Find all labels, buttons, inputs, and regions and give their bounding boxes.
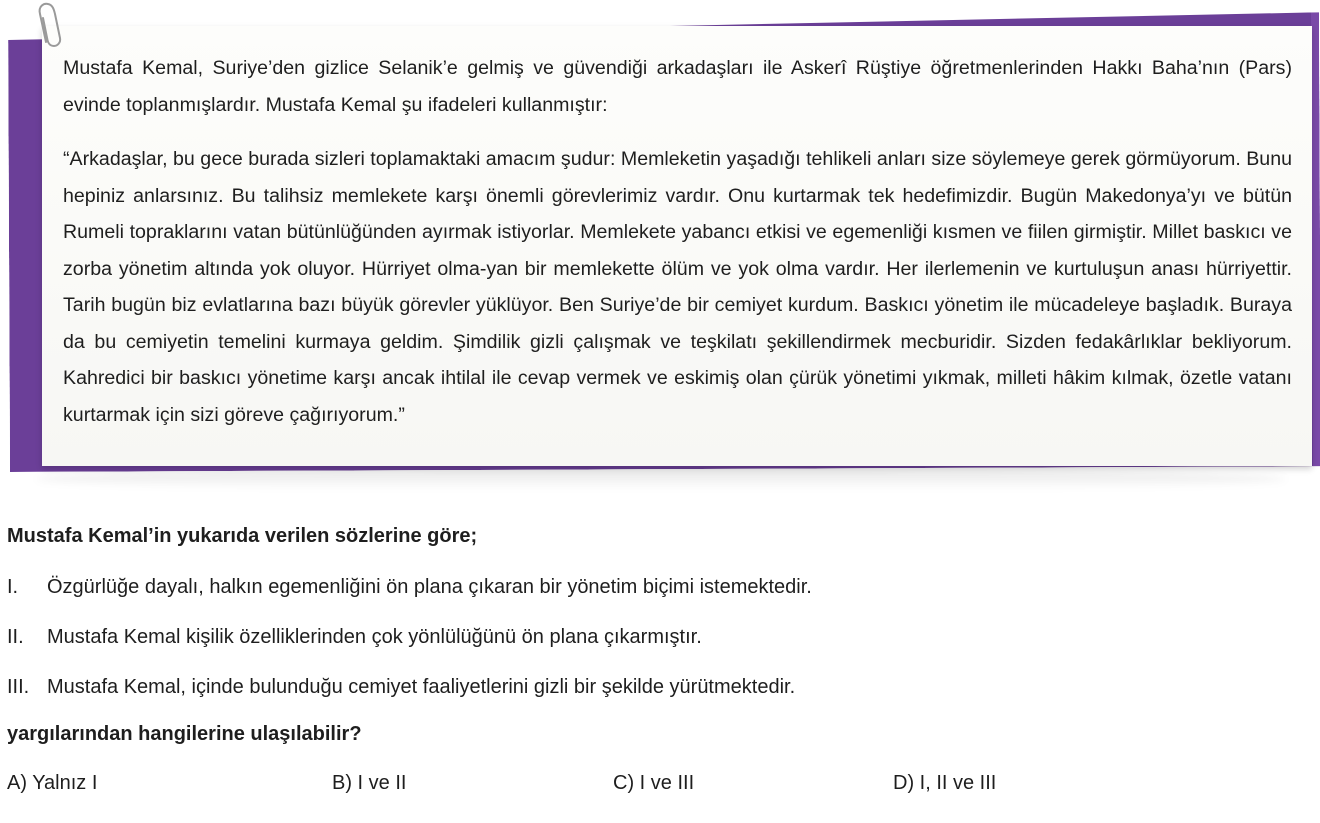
passage-text — [63, 50, 1292, 433]
answer-options — [7, 766, 1307, 800]
passage-quote: “Arkadaşlar, bu gece burada sizleri toplamaktaki amacım şudur: Memleketin yaşadığı tehlikeli anları size söylemeye gerek görmüyorum. Bunu hepiniz anlarsınız. Bu talihsiz memlekete karşı önemli görevlerimiz vardır. Onu kurtarmak tek hedefimizdir. Bugün Makedonya’yı ve bütün Rumeli topraklarını vatan bütünlüğünden ayırmak istiyorlar. Memlekete yabancı etkisi ve egemenliği kısmen ve fiilen girmiştir. Millet baskıcı ve zorba yönetim altında yok oluyor. Hürriyet olma-yan bir memlekette ölüm ve yok olma vardır. Her ilerlemenin ve kurtuluşun anası hürriyettir. Tarih bugün biz evlatlarına bazı büyük görevler yüklüyor. Ben Suriye’de bir cemiyet kurdum. Baskıcı yönetim ile mücadeleye başladık. Buraya da bu cemiyetin temelini kurmaya geldim. Şimdilik gizli çalışmak ve teşkilatı şekillendirmek mecburidir. Sizden fedakârlıklar bekliyorum. Kahredici bir baskıcı yönetime karşı ancak ihtilal ile cevap vermek ve eskimiş olan çürük yönetimi yıkmak, milleti hâkim kılmak, özetle vatanı kurtarmak için sizi göreve çağırıyorum.” — [63, 148, 1292, 426]
option-b[interactable]: B) I ve II — [332, 772, 407, 794]
option-d[interactable]: D) I, II ve III — [893, 772, 997, 794]
statement-1 — [7, 570, 1307, 604]
question-block — [7, 518, 1307, 800]
option-a[interactable]: A) Yalnız I — [7, 772, 98, 794]
statement-2 — [7, 620, 1307, 654]
card-shadow — [36, 468, 1286, 490]
passage-intro: Mustafa Kemal, Suriye’den gizlice Selanik’e gelmiş ve güvendiği arkadaşları ile Askerî Rüştiye öğretmenlerinden Hakkı Baha’nın (Pars) evinde toplanmışlardır. Mustafa Kemal şu ifadeleri kullanmıştır: — [63, 57, 1292, 116]
statement-text: Özgürlüğe dayalı, halkın egemenliğini ön plana çıkaran bir yönetim biçimi istemektedir. — [47, 576, 812, 598]
statement-text: Mustafa Kemal kişilik özelliklerinden çok yönlülüğünü ön plana çıkarmıştır. — [47, 626, 702, 648]
option-c[interactable]: C) I ve III — [613, 772, 695, 794]
statement-number: III. — [7, 676, 30, 698]
statement-3 — [7, 670, 1307, 704]
statement-number: I. — [7, 576, 19, 598]
statement-text: Mustafa Kemal, içinde bulunduğu cemiyet faaliyetlerini gizli bir şekilde yürütmektedir. — [47, 676, 796, 698]
question-prompt: Mustafa Kemal’in yukarıda verilen sözlerine göre; — [7, 525, 478, 547]
paperclip-icon — [36, 2, 66, 50]
card-paper — [42, 26, 1312, 466]
question-prompt-end: yargılarından hangilerine ulaşılabilir? — [7, 723, 362, 745]
statement-number: II. — [7, 626, 24, 648]
